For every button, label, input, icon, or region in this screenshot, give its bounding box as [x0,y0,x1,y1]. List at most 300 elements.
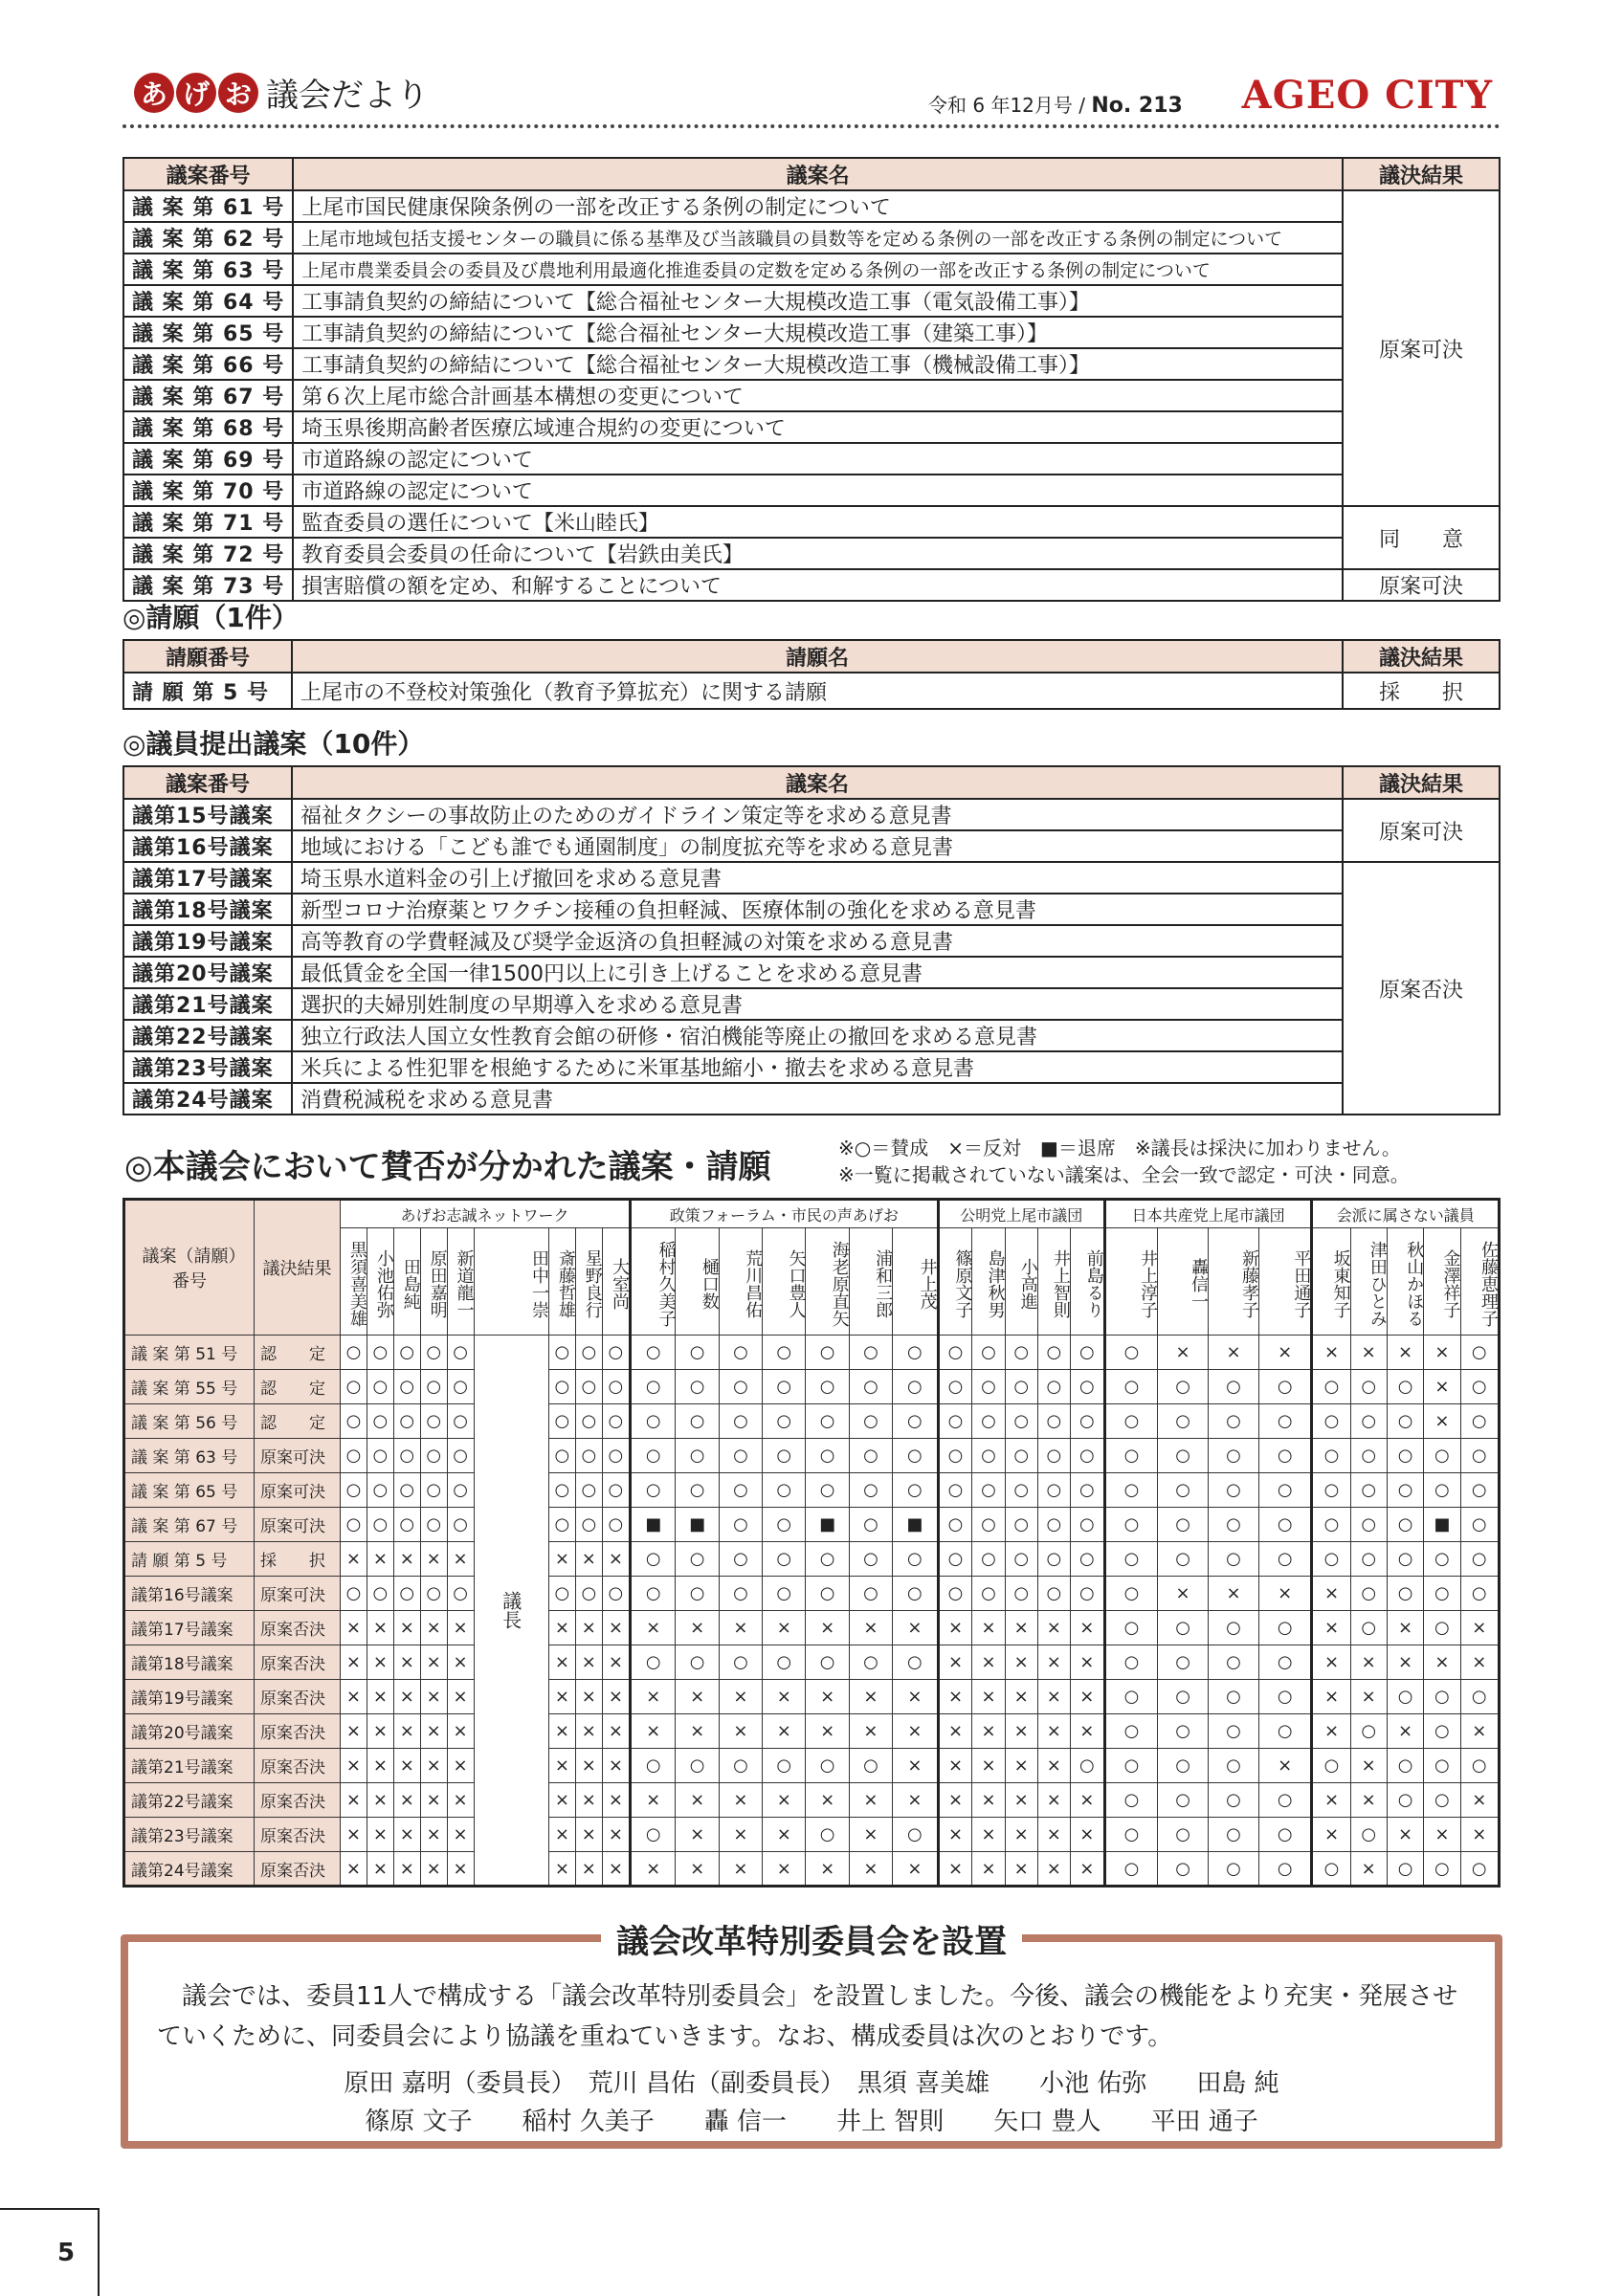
table-row [124,1680,1500,1714]
vote-cell: ○ [1158,1714,1209,1749]
vote-cell: × [1387,1645,1423,1680]
vote-cell: ○ [849,1542,892,1577]
vote-cell: ○ [1460,1404,1499,1439]
vote-cell: ○ [1350,1473,1387,1508]
table-row [124,1783,1500,1818]
logo-char: お [218,73,258,113]
vote-cell: × [420,1611,447,1645]
member-name: 星野良行 [575,1228,602,1336]
vote-cell: ○ [575,1508,602,1542]
vote-result: 原案可決 [255,1439,341,1473]
vote-cell: × [575,1818,602,1852]
member-name: 矢口豊人 [763,1228,806,1336]
vote-cell: ○ [806,1404,849,1439]
vote-cell: ○ [1209,1439,1259,1473]
vote-cell: ○ [1424,1852,1460,1887]
vote-cell: ○ [1424,1783,1460,1818]
vote-cell: × [393,1783,420,1818]
vote-cell: × [1209,1577,1259,1611]
vote-cell: ○ [1424,1611,1460,1645]
vote-cell: ○ [849,1508,892,1542]
vote-cell: ○ [1209,1370,1259,1404]
vote-cell: ○ [1158,1370,1209,1404]
vote-cell: ○ [575,1577,602,1611]
vote-cell: ○ [1070,1336,1104,1370]
vote-cell: × [341,1714,367,1749]
vote-cell: × [420,1783,447,1818]
vote-bill-no: 議 案 第 67 号 [124,1508,255,1542]
vote-cell: × [602,1645,630,1680]
vote-cell: × [341,1818,367,1852]
table-row [123,1083,1500,1115]
vote-cell: ○ [972,1336,1005,1370]
vote-bill-no: 議第21号議案 [124,1749,255,1783]
bill-name: 教育委員会委員の任命について【岩鉄由美氏】 [293,538,1343,569]
member-name: 井上茂 [893,1228,939,1336]
bill-name: 独立行政法人国立女性教育会館の研修・宿泊機能等廃止の撤回を求める意見書 [292,1020,1343,1051]
vote-cell: ○ [763,1370,806,1404]
vote-cell: × [548,1680,575,1714]
vote-cell: ○ [1312,1852,1350,1887]
vote-cell: × [548,1645,575,1680]
bill-result: 原案可決 [1343,190,1500,506]
vote-cell: ○ [1387,1749,1423,1783]
vote-cell: ○ [1104,1439,1157,1473]
vote-cell: ○ [1005,1439,1037,1473]
member-name: 島津秋男 [972,1228,1005,1336]
vote-cell: ○ [1037,1577,1070,1611]
faction-name: 公明党上尾市議団 [938,1200,1104,1228]
table-row [124,1404,1500,1439]
vote-cell: × [1312,1680,1350,1714]
table-row [123,411,1500,443]
vote-cell: × [1350,1336,1387,1370]
vote-cell: ○ [849,1404,892,1439]
vote-cell: ○ [575,1473,602,1508]
vote-cell: × [1460,1818,1499,1852]
table-row [123,799,1500,830]
bill-result: 原案可決 [1343,799,1500,862]
vote-cell: × [447,1714,474,1749]
vote-bill-no: 議第17号議案 [124,1611,255,1645]
vote-cell: ○ [420,1473,447,1508]
vote-bill-no: 議第22号議案 [124,1783,255,1818]
vote-cell: ○ [1005,1508,1037,1542]
vote-cell: ○ [1258,1370,1311,1404]
vote-cell: ○ [763,1508,806,1542]
table-row [123,673,1500,709]
vote-cell: ○ [341,1404,367,1439]
bill-name: 市道路線の認定について [293,475,1343,506]
vote-cell: ○ [341,1439,367,1473]
vote-cell: × [575,1749,602,1783]
vote-cell: × [1037,1749,1070,1783]
vote-cell: × [1037,1783,1070,1818]
vote-cell: × [849,1783,892,1818]
member-name: 田島純 [393,1228,420,1336]
vote-cell: × [575,1680,602,1714]
vote-cell: ○ [1158,1749,1209,1783]
vote-result: 採 択 [255,1542,341,1577]
reform-members-line: 篠原 文子 稲村 久美子 轟 信一 井上 智則 矢口 豊人 平田 通子 [365,2108,1258,2136]
vote-cell: ○ [367,1336,393,1370]
vote-cell: ○ [1104,1473,1157,1508]
vote-cell: × [676,1611,719,1645]
vote-cell: × [1258,1336,1311,1370]
table-row [124,1852,1500,1887]
vote-cell: × [420,1645,447,1680]
vote-cell: ○ [849,1439,892,1473]
vote-cell: × [602,1783,630,1818]
vote-cell: ○ [1460,1508,1499,1542]
vote-cell: ○ [420,1577,447,1611]
vote-cell: × [393,1645,420,1680]
vote-cell: × [763,1611,806,1645]
vote-cell: ○ [938,1473,972,1508]
vote-cell: × [938,1714,972,1749]
city-name: AGEO CITY [1241,73,1493,118]
vote-cell: × [1460,1645,1499,1680]
vote-cell: × [763,1852,806,1887]
vote-result: 原案否決 [255,1714,341,1749]
bill-no: 議 案 第 73 号 [123,569,293,601]
vote-bill-no: 議 案 第 51 号 [124,1336,255,1370]
member-name: 小池佑弥 [367,1228,393,1336]
vote-cell: × [719,1714,762,1749]
bill-no: 議 案 第 64 号 [123,285,293,317]
vote-cell: ■ [1424,1508,1460,1542]
member-name: 坂東知子 [1312,1228,1350,1336]
member-name: 秋山かほる [1387,1228,1423,1336]
logo-char: げ [176,73,216,113]
vote-cell: ○ [719,1508,762,1542]
vote-cell: ○ [1460,1577,1499,1611]
vote-cell: ○ [630,1645,675,1680]
vote-cell: × [1312,1611,1350,1645]
vote-cell: ○ [630,1542,675,1577]
vote-cell: ○ [849,1370,892,1404]
vote-cell: ○ [893,1404,939,1439]
vote-cell: × [849,1818,892,1852]
bill-name: 市道路線の認定について [293,443,1343,475]
col-petition-no: 請願番号 [123,640,292,673]
vote-cell: × [1209,1336,1259,1370]
vote-cell: × [938,1680,972,1714]
vote-cell: × [719,1783,762,1818]
vote-cell: ○ [1005,1577,1037,1611]
vote-cell: × [341,1611,367,1645]
vote-result: 認 定 [255,1336,341,1370]
vote-cell: × [806,1783,849,1818]
vote-cell: ○ [1037,1404,1070,1439]
vote-cell: ○ [1104,1577,1157,1611]
vote-result: 認 定 [255,1370,341,1404]
table-row [124,1645,1500,1680]
faction-name: あげお志誠ネットワーク [341,1200,631,1228]
vote-cell: × [1070,1818,1104,1852]
vote-cell: ○ [1258,1645,1311,1680]
vote-cell: ○ [1350,1818,1387,1852]
vote-cell: ○ [676,1749,719,1783]
reform-body: 議会では、委員11人で構成する「議会改革特別委員会」を設置しました。今後、議会の機能をより充実・発展させていくために、同委員会により協議を重ねていきます。なお、構成委員は次のとおりです。 [157,1982,1458,2051]
vote-cell: ○ [1424,1473,1460,1508]
vote-cell: ○ [719,1749,762,1783]
vote-cell: × [1070,1645,1104,1680]
vote-cell: ○ [367,1473,393,1508]
bill-no: 議 案 第 67 号 [123,380,293,411]
vote-cell: × [1312,1577,1350,1611]
vote-cell: × [1312,1714,1350,1749]
vote-cell: ○ [1312,1404,1350,1439]
vote-cell: ■ [676,1508,719,1542]
member-name: 新藤孝子 [1209,1228,1259,1336]
vote-cell: ○ [938,1370,972,1404]
vote-cell: ○ [1424,1577,1460,1611]
vote-cell: ○ [630,1818,675,1852]
vote-cell: × [1258,1577,1311,1611]
vote-cell: ○ [893,1818,939,1852]
col-bill-name: 議案名 [293,158,1343,190]
bill-name: 工事請負契約の締結について【総合福祉センター大規模改造工事（電気設備工事）】 [293,285,1343,317]
member-name: 井上淳子 [1104,1228,1157,1336]
vote-cell: ○ [1258,1852,1311,1887]
vote-cell: × [1070,1611,1104,1645]
vote-cell: × [972,1852,1005,1887]
vote-cell: ○ [1258,1714,1311,1749]
vote-cell: × [938,1818,972,1852]
bill-result: 原案否決 [1343,862,1500,1115]
vote-cell: ○ [1387,1473,1423,1508]
vote-cell: × [575,1852,602,1887]
vote-bill-no: 議第24号議案 [124,1852,255,1887]
vote-bill-no: 議第19号議案 [124,1680,255,1714]
vote-cell: × [1350,1645,1387,1680]
vote-cell: ○ [602,1370,630,1404]
vote-cell: ○ [938,1439,972,1473]
vote-cell: × [420,1852,447,1887]
vote-cell: ○ [420,1508,447,1542]
table-row [123,538,1500,569]
vote-bill-no: 議 案 第 63 号 [124,1439,255,1473]
vote-cell: ○ [1209,1404,1259,1439]
vote-cell: ○ [1158,1783,1209,1818]
vote-cell: ○ [676,1439,719,1473]
bill-result: 同 意 [1343,506,1500,569]
vote-cell: ○ [1005,1542,1037,1577]
bill-no: 議第19号議案 [123,925,292,957]
member-name: 井上智則 [1037,1228,1070,1336]
vote-cell: ○ [1005,1404,1037,1439]
vote-cell: ○ [1258,1611,1311,1645]
vote-cell: ○ [806,1577,849,1611]
vote-cell: × [1424,1645,1460,1680]
vote-cell: ○ [1350,1611,1387,1645]
vote-cell: × [447,1818,474,1852]
vote-cell: ○ [1387,1370,1423,1404]
vote-cell: × [367,1783,393,1818]
vote-cell: ○ [447,1336,474,1370]
bill-no: 議第18号議案 [123,894,292,925]
vote-cell: × [367,1818,393,1852]
vote-cell: × [447,1542,474,1577]
bill-no: 議 案 第 61 号 [123,190,293,222]
vote-cell: ○ [602,1577,630,1611]
reform-members-line: 原田 嘉明（委員長） 荒川 昌佑（副委員長） 黒須 喜美雄 小池 佑弥 田島 純 [344,2069,1279,2098]
vote-cell: ○ [393,1404,420,1439]
vote-cell: ○ [1424,1680,1460,1714]
vote-bill-no: 議 案 第 65 号 [124,1473,255,1508]
vote-result: 原案否決 [255,1611,341,1645]
vote-cell: ○ [1350,1714,1387,1749]
vote-cell: ○ [1258,1473,1311,1508]
vote-cell: ○ [1104,1508,1157,1542]
page-number: 5 [57,2239,76,2267]
vote-cell: ○ [763,1542,806,1577]
bill-result: 原案可決 [1343,569,1500,601]
vote-cell: ○ [1460,1439,1499,1473]
vote-cell: × [676,1818,719,1852]
vote-cell: × [893,1680,939,1714]
vote-cell: ○ [1158,1680,1209,1714]
vote-cell: ○ [447,1370,474,1404]
vote-cell: × [602,1680,630,1714]
member-name: 原田嘉明 [420,1228,447,1336]
vote-cell: ○ [575,1404,602,1439]
vote-cell: ○ [1158,1508,1209,1542]
vote-cell: ○ [763,1749,806,1783]
vote-cell: × [1387,1336,1423,1370]
vote-cell: × [1005,1749,1037,1783]
bill-name: 工事請負契約の締結について【総合福祉センター大規模改造工事（建築工事）】 [293,317,1343,348]
vote-cell: ○ [1350,1508,1387,1542]
vote-cell: ○ [630,1577,675,1611]
vote-cell: × [676,1680,719,1714]
table-row [123,925,1500,957]
vote-cell: ○ [1387,1542,1423,1577]
vote-cell: × [575,1611,602,1645]
vote-cell: × [1424,1336,1460,1370]
bill-name: 高等教育の学費軽減及び奨学金返済の負担軽減の対策を求める意見書 [292,925,1343,957]
table-row [124,1508,1500,1542]
vote-cell: ■ [893,1508,939,1542]
vote-cell: ○ [1070,1473,1104,1508]
bill-no: 議 案 第 70 号 [123,475,293,506]
vote-cell: × [1158,1577,1209,1611]
vote-cell: ○ [1209,1508,1259,1542]
vote-cell: × [1005,1852,1037,1887]
vote-cell: × [447,1680,474,1714]
vote-cell: ○ [893,1645,939,1680]
petition-name: 上尾市の不登校対策強化（教育予算拡充）に関する請願 [292,673,1343,709]
vote-cell: ○ [1005,1336,1037,1370]
member-bills-section-title: ◎議員提出議案（10件） [122,728,425,760]
vote-cell: ○ [763,1404,806,1439]
vote-cell: ○ [763,1645,806,1680]
vote-cell: ○ [806,1370,849,1404]
vote-cell: × [393,1542,420,1577]
col-result: 議決結果 [1343,158,1500,190]
vote-cell: × [972,1645,1005,1680]
bill-name: 監査委員の選任について【米山睦氏】 [293,506,1343,538]
vote-cell: ○ [719,1370,762,1404]
vote-cell: ○ [1460,1473,1499,1508]
vote-cell: ○ [972,1439,1005,1473]
vote-cell: ○ [676,1542,719,1577]
vote-cell: ○ [938,1336,972,1370]
vote-cell: ○ [1158,1818,1209,1852]
vote-cell: ○ [630,1404,675,1439]
vote-cell: ○ [893,1577,939,1611]
col-result: 議決結果 [1343,640,1500,673]
table-row [123,1020,1500,1051]
vote-cell: ○ [602,1439,630,1473]
vote-cell: ○ [447,1577,474,1611]
vote-cell: ○ [893,1336,939,1370]
faction-name: 政策フォーラム・市民の声あげお [630,1200,938,1228]
vote-cell: × [393,1818,420,1852]
bill-no: 議第22号議案 [123,1020,292,1051]
vote-cell: × [447,1749,474,1783]
vote-cell: ○ [1005,1370,1037,1404]
bill-no: 議第23号議案 [123,1051,292,1083]
vote-cell: ○ [393,1473,420,1508]
vote-cell: ○ [367,1439,393,1473]
bill-name: 新型コロナ治療薬とワクチン接種の負担軽減、医療体制の強化を求める意見書 [292,894,1343,925]
vote-cell: × [893,1714,939,1749]
member-name: 海老原直矢 [806,1228,849,1336]
vote-result: 原案否決 [255,1645,341,1680]
vote-cell: ○ [447,1473,474,1508]
table-row [124,1714,1500,1749]
table-row [123,957,1500,988]
vote-cell: ○ [1312,1508,1350,1542]
vote-cell: ○ [849,1577,892,1611]
vote-cell: × [1460,1714,1499,1749]
votes-note: ※○＝賛成 ×＝反対 ■＝退席 ※議長は採決に加わりません。 [838,1137,1401,1159]
issue-info [928,90,1183,118]
vote-cell: ○ [938,1577,972,1611]
col-petition-name: 請願名 [292,640,1343,673]
vote-cell: × [763,1714,806,1749]
vote-cell: ○ [938,1542,972,1577]
member-name: 平田通子 [1258,1228,1311,1336]
vote-cell: × [763,1818,806,1852]
vote-cell: × [341,1783,367,1818]
vote-cell: ○ [938,1508,972,1542]
bill-name: 福祉タクシーの事故防止のためのガイドライン策定等を求める意見書 [292,799,1343,830]
vote-cell: ○ [1158,1611,1209,1645]
vote-cell: ○ [420,1370,447,1404]
vote-cell: ○ [719,1577,762,1611]
vote-cell: × [938,1611,972,1645]
table-row [124,1542,1500,1577]
vote-cell: × [763,1783,806,1818]
vote-cell: ○ [630,1439,675,1473]
vote-cell: ○ [676,1473,719,1508]
vote-cell: ○ [719,1404,762,1439]
table-row [123,830,1500,862]
vote-result: 原案可決 [255,1473,341,1508]
vote-cell: ○ [548,1439,575,1473]
issue-date: 令和 6 年12月号 / [928,94,1092,117]
vote-cell: ○ [393,1577,420,1611]
vote-cell: ○ [1158,1542,1209,1577]
vote-cell: ○ [420,1439,447,1473]
table-row [124,1439,1500,1473]
vote-cell: × [602,1818,630,1852]
vote-cell: × [548,1818,575,1852]
vote-result: 原案可決 [255,1508,341,1542]
